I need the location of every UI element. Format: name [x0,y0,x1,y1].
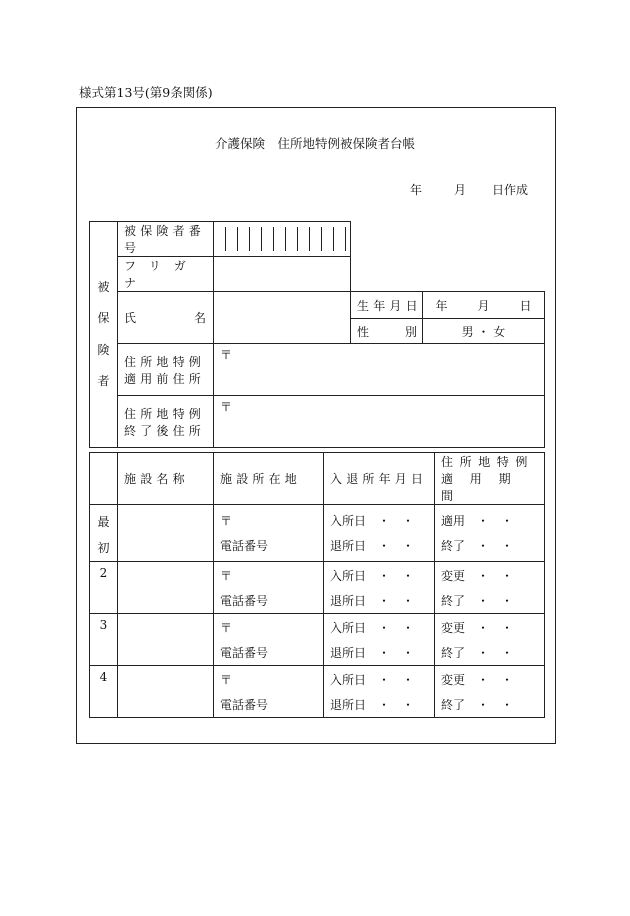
special-period-field[interactable] [435,505,545,562]
facility-name-header: 施設名称 [118,453,214,505]
creation-day-label: 日作成 [492,183,529,197]
insured-number-boxes[interactable] [214,222,351,257]
period-end-label: 終了 ・ ・ [441,593,514,608]
postal-mark: 〒 [220,672,233,687]
table-row [90,614,545,666]
special-period-field[interactable] [435,666,545,718]
before-address-label [118,344,214,396]
birth-year-label: 年 [435,298,448,313]
period-start-label: 変更 ・ ・ [441,620,514,635]
insured-number-label: 被保険者番号 [118,222,214,257]
phone-label: 電話番号 [220,645,269,660]
insured-person-table [89,221,545,448]
special-period-field[interactable] [435,562,545,614]
table-row [90,562,545,614]
leave-date-label: 退所日 ・ ・ [330,539,415,553]
side-char-4: 者 [97,373,110,388]
postal-mark: 〒 [220,400,233,414]
before-address-field[interactable] [214,344,545,396]
facility-name-field[interactable] [118,666,214,718]
side-char-2: 保 [97,311,110,326]
document-title: 介護保険 住所地特例被保険者台帳 [214,136,415,151]
side-char-3: 険 [97,342,110,357]
facility-name-field[interactable] [118,562,214,614]
before-address-label-2: 適用前住所 [124,371,206,386]
birthdate-field[interactable] [423,292,545,319]
facility-address-field[interactable] [214,614,324,666]
sex-choice[interactable]: 男 ・ 女 [423,319,545,344]
sex-label [351,319,423,344]
move-date-field[interactable] [324,562,435,614]
period-start-label: 適用 ・ ・ [441,514,514,528]
phone-label: 電話番号 [220,593,269,608]
form-number-label: 様式第13号(第9条関係) [79,85,213,100]
period-start-label: 変更 ・ ・ [441,568,514,583]
row-index: 3 [90,614,118,666]
postal-mark: 〒 [220,620,233,635]
facility-name-field[interactable] [118,505,214,562]
insured-side-label [90,222,118,448]
after-address-label [118,396,214,448]
name-label-2: 名 [194,311,207,325]
enter-date-label: 入所日 ・ ・ [330,620,415,635]
move-date-field[interactable] [324,614,435,666]
leave-date-label: 退所日 ・ ・ [330,593,415,608]
special-period-header-1: 住所地特例 [441,455,535,469]
table-row [90,666,545,718]
birth-month-label: 月 [477,298,490,313]
enter-date-label: 入所日 ・ ・ [330,672,415,687]
index-header [90,453,118,505]
after-address-label-1: 住所地特例 [124,406,206,421]
postal-mark: 〒 [220,348,233,362]
enter-date-label: 入所日 ・ ・ [330,568,415,583]
postal-mark: 〒 [220,514,233,528]
facility-name-field[interactable] [118,614,214,666]
side-char-1: 被 [97,280,110,295]
row-index-label: 最初 [97,515,110,555]
blank-space-2 [351,257,545,292]
furigana-field[interactable] [214,257,351,292]
name-field[interactable] [214,292,351,344]
facility-address-field[interactable] [214,505,324,562]
phone-label: 電話番号 [220,539,269,553]
sex-label-1: 性 [357,324,370,339]
after-address-field[interactable] [214,396,545,448]
period-start-label: 変更 ・ ・ [441,672,514,687]
move-date-header: 入退所年月日 [324,453,435,505]
leave-date-label: 退所日 ・ ・ [330,697,415,712]
postal-mark: 〒 [220,568,233,583]
table-row [90,505,545,562]
birth-day-label: 日 [519,298,532,313]
row-index: 2 [90,562,118,614]
name-label [118,292,214,344]
creation-date [410,181,528,198]
name-label-1: 氏 [124,311,137,325]
facility-address-field[interactable] [214,562,324,614]
phone-label: 電話番号 [220,697,269,712]
period-end-label: 終了 ・ ・ [441,697,514,712]
row-index [90,505,118,562]
special-period-field[interactable] [435,614,545,666]
period-end-label: 終了 ・ ・ [441,645,514,660]
facility-table [89,452,545,718]
blank-space [351,222,545,257]
furigana-label: フリガナ [118,257,214,292]
facility-address-header: 施設所在地 [214,453,324,505]
sex-label-2: 別 [405,324,418,339]
move-date-field[interactable] [324,666,435,718]
before-address-label-1: 住所地特例 [124,354,206,369]
facility-address-field[interactable] [214,666,324,718]
after-address-label-2: 終了後住所 [124,423,206,438]
enter-date-label: 入所日 ・ ・ [330,514,415,528]
special-period-header [435,453,545,505]
period-end-label: 終了 ・ ・ [441,539,514,553]
leave-date-label: 退所日 ・ ・ [330,645,415,660]
row-index: 4 [90,666,118,718]
special-period-header-2: 適用期間 [441,472,528,503]
birthdate-label: 生年月日 [351,292,423,319]
creation-year-label: 年 [410,183,423,197]
creation-month-label: 月 [454,183,467,197]
move-date-field[interactable] [324,505,435,562]
